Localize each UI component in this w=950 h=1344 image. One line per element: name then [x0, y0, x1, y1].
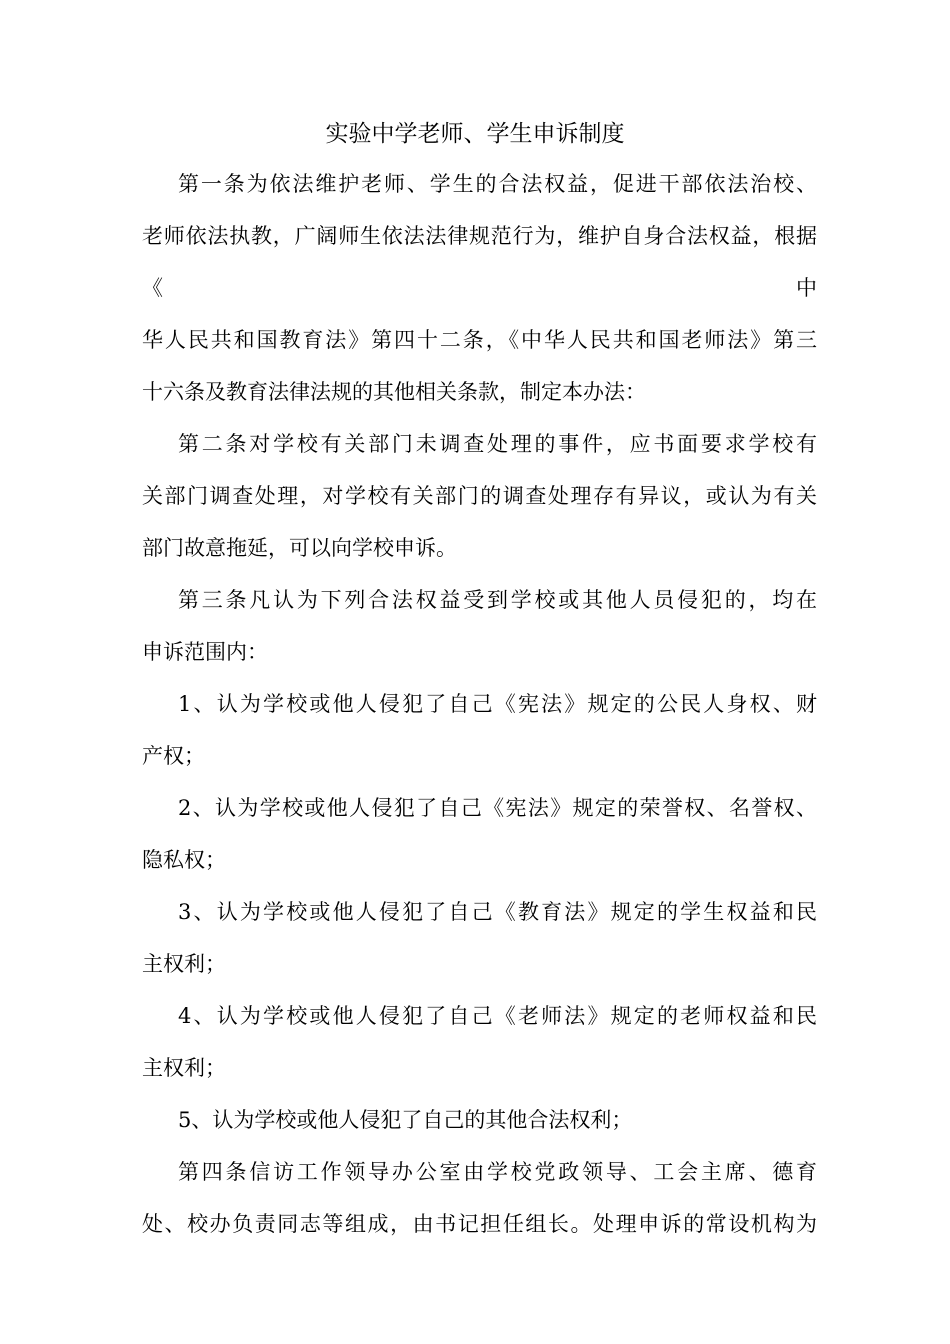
- item-5-line-1: 5、认为学校或他人侵犯了自己的其他合法权利；: [178, 1108, 633, 1132]
- article-4-line-2: 处、校办负责同志等组成，由书记担任组长。处理申诉的常设机构为: [142, 1212, 817, 1236]
- item-2-line-1: 2、认为学校或他人侵犯了自己《宪法》规定的荣誉权、名誉权、: [178, 796, 817, 820]
- article-4-line-1: 第四条信访工作领导办公室由学校党政领导、工会主席、德育: [178, 1160, 817, 1184]
- document-title: 实验中学老师、学生申诉制度: [325, 121, 625, 147]
- article-1-line-4: 华人民共和国教育法》第四十二条，《中华人民共和国老师法》第三: [142, 328, 817, 352]
- article-2-line-3: 部门故意拖延，可以向学校申诉。: [142, 536, 457, 560]
- item-1-line-2: 产权；: [142, 744, 205, 768]
- article-1-line-5: 十六条及教育法律法规的其他相关条款，制定本办法：: [142, 380, 646, 404]
- item-4-line-1: 4、认为学校或他人侵犯了自己《老师法》规定的老师权益和民: [178, 1004, 817, 1028]
- article-1-line-3: [142, 270, 817, 306]
- article-3-line-2: 申诉范围内：: [142, 640, 268, 664]
- item-1-line-1: 1、认为学校或他人侵犯了自己《宪法》规定的公民人身权、财: [178, 692, 817, 716]
- article-2-line-2: 关部门调查处理，对学校有关部门的调查处理存有异议，或认为有关: [142, 484, 817, 508]
- item-3-line-1: 3、认为学校或他人侵犯了自己《教育法》规定的学生权益和民: [178, 900, 817, 924]
- item-3-line-2: 主权利；: [142, 952, 226, 976]
- wrapped-character: 中: [796, 276, 817, 300]
- article-3-line-1: 第三条凡认为下列合法权益受到学校或其他人员侵犯的，均在: [178, 588, 817, 612]
- open-quote-mark: 《: [142, 276, 163, 300]
- article-1-line-1: 第一条为依法维护老师、学生的合法权益，促进干部依法治校、: [178, 172, 817, 196]
- article-1-line-2: 老师依法执教，广阔师生依法法律规范行为，维护自身合法权益，根据: [142, 224, 817, 248]
- item-2-line-2: 隐私权；: [142, 848, 226, 872]
- article-2-line-1: 第二条对学校有关部门未调查处理的事件，应书面要求学校有: [178, 432, 817, 456]
- item-4-line-2: 主权利；: [142, 1056, 226, 1080]
